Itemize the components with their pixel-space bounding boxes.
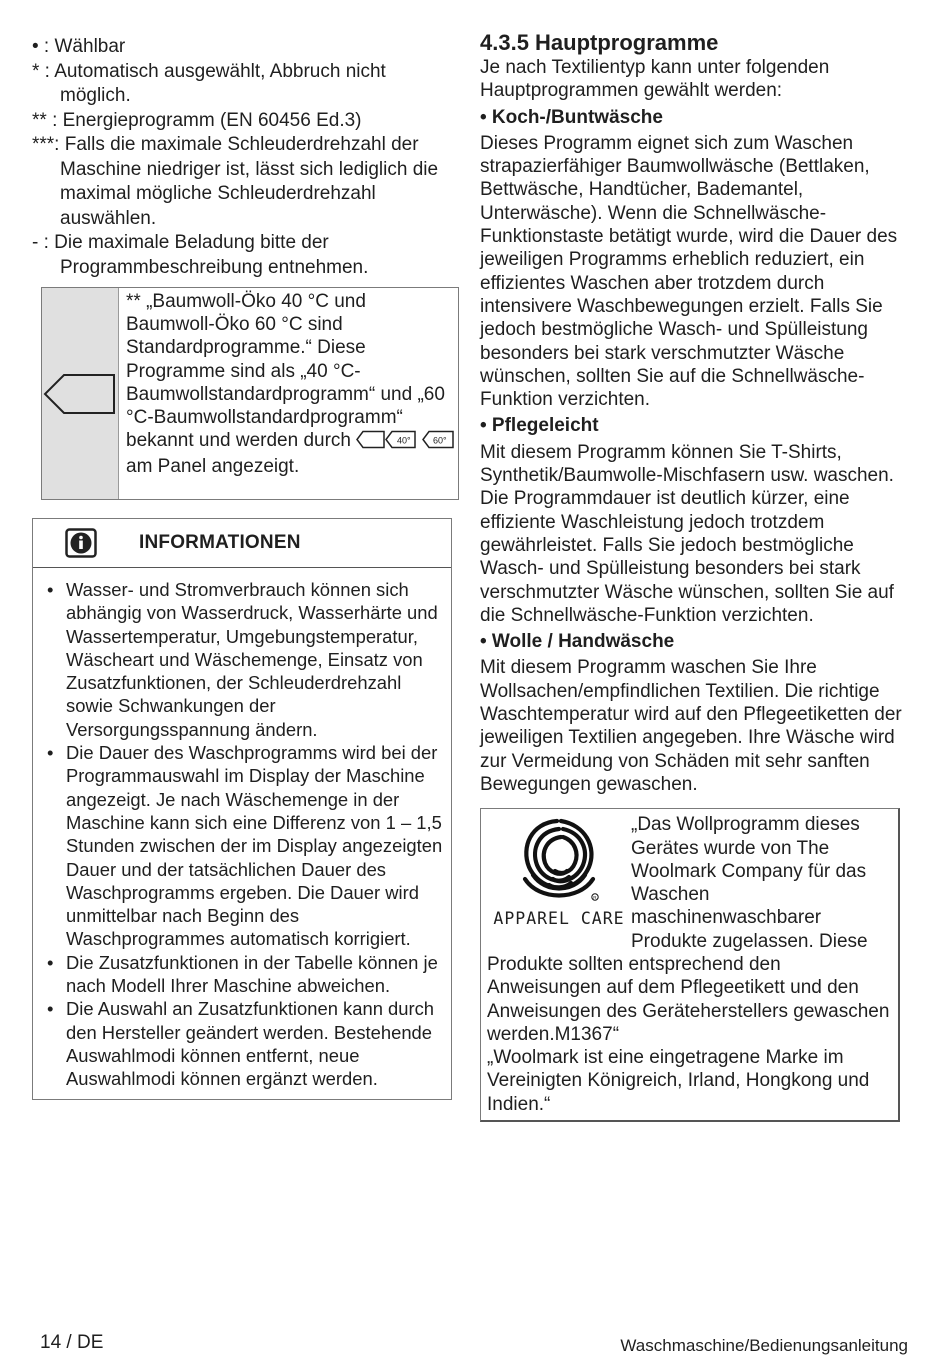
woolmark-text-side: „Das Wollprogramm dieses Gerätes wurde von The Woolmark Company für das Waschen maschinenwaschbarer Produkte zugelassen. Diese (631, 814, 868, 952)
legend-item (32, 133, 456, 231)
legend-item (32, 60, 456, 109)
svg-text:R: R (593, 895, 597, 901)
legend-symbol: * : (32, 60, 55, 82)
information-list (33, 568, 451, 1099)
legend (32, 35, 456, 280)
cotton-60-icon (422, 430, 454, 455)
note-text (119, 288, 458, 499)
list-item: • Wasser- und Stromverbrauch können sich abhängig von Wasserdruck, Wasserhärte und Wassertemperatur, Umgebungstemperatur, Wäscheart und Wäschemenge, Einsatz von Zusatzfunktionen, der Schleuderdrehzahl sowie Schwankungen der Versorgungsspannung ändern. (45, 578, 443, 741)
page-number: 14 / DE (40, 1332, 104, 1353)
document-title: Waschmaschine/Bedienungsanleitung (620, 1336, 908, 1355)
woolmark-caption: APPAREL CARE (493, 909, 625, 929)
legend-text: Wählbar (54, 36, 126, 57)
legend-item (32, 109, 456, 134)
note-text-main: ** „Baumwoll-Öko 40 °C und Baumwoll-Öko 60 °C sind Standardprogramme.“ Diese Programme sind als „40 °C-Baumwollstandardprogramm“ und „60 °C-Baumwollstandardprogramm“ bekannt und werden durch (126, 291, 445, 452)
legend-text: Automatisch ausgewählt, Abbruch nicht möglich. (54, 60, 386, 106)
legend-symbol: ***: (32, 134, 65, 155)
info-icon (65, 528, 97, 558)
section-title: 4.3.5 Hauptprogramme (480, 30, 719, 55)
legend-item (32, 35, 456, 60)
legend-symbol: ** : (32, 109, 63, 131)
list-item: • Die Zusatzfunktionen in der Tabelle können je nach Modell Ihrer Maschine abweichen. (45, 951, 443, 998)
legend-text: Falls die maximale Schleuderdrehzahl der Maschine niedriger ist, lässt sich lediglich die maximal mögliche Schleuderdrehzahl auswählen. (60, 134, 439, 229)
icon-label-40: 40° (397, 435, 411, 446)
right-column (480, 30, 912, 1122)
program-heading: • Pflegeleicht (480, 415, 599, 437)
left-column (32, 35, 456, 1100)
program-heading: • Wolle / Handwäsche (480, 631, 675, 653)
woolmark-trademark-text: „Woolmark ist eine eingetragene Marke im Vereinigten Königreich, Irland, Hongkong und Indien.“ (487, 1047, 870, 1115)
legend-symbol: - : (32, 232, 55, 253)
legend-item (32, 231, 456, 280)
cotton-40-icon (356, 430, 416, 455)
program-text: Dieses Programm eignet sich zum Waschen strapazierfähiger Baumwollwäsche (Bettlaken, Bettwäsche, Handtücher, Bademantel, Unterwäsche). Wenn die Schnellwäsche-Funktionstaste betätigt wurde, wird die Dauer des jeweiligen Programms erheblich reduziert, ein effizientes Waschen aber trotzdem durch intensivere Waschbewegungen erzielt. Falls Sie jedoch bestmögliche Wasch- und Spülleistung besonders bei stark verschmutzter Wäsche wünschen, sollten Sie auf die Schnellwäsche-Funktion verzichten. (480, 132, 898, 411)
list-item: • Die Auswahl an Zusatzfunktionen kann durch den Hersteller geändert werden. Bestehende Auswahlmodi können entfernt, neue Auswahlmodi können ergänzt werden. (45, 997, 443, 1090)
woolmark-top (487, 813, 892, 953)
information-box (32, 518, 452, 1100)
woolmark-logo (487, 813, 631, 953)
section-intro: Je nach Textilientyp kann unter folgenden Hauptprogrammen gewählt werden: (480, 57, 830, 102)
information-title: INFORMATIONEN (139, 532, 301, 553)
tag-arrow-icon (42, 372, 118, 416)
program-text: Mit diesem Programm waschen Sie Ihre Wollsachen/empfindlichen Textilien. Die richtige Waschtemperatur wird auf den Pflegeetiketten der jeweiligen Textilien angegeben. Ihre Wäsche wird zur Vermeidung von Schäden mit sehr sanften Bewegungen gewaschen. (480, 657, 902, 795)
woolmark-text-continued: Produkte sollten entsprechend den Anweisungen auf dem Pflegeetikett und den Anweisungen des Geräteherstellers gewaschen werden.M1367“ (487, 953, 890, 1045)
icon-label-60: 60° (432, 435, 447, 446)
note-sidebar (42, 288, 119, 499)
legend-text: Energieprogramm (EN 60456 Ed.3) (62, 109, 362, 131)
woolmark-logo-icon (509, 813, 609, 905)
program-heading: • Koch-/Buntwäsche (480, 106, 663, 128)
legend-text: Die maximale Beladung bitte der Programmbeschreibung entnehmen. (54, 232, 369, 278)
note-text-end: am Panel angezeigt. (126, 456, 300, 478)
program-text: Mit diesem Programm können Sie T-Shirts, Synthetik/Baumwolle-Mischfasern usw. waschen. Die Programmdauer ist deutlich kürzer, eine effiziente Waschleistung jedoch trotzdem gewährleistet. Falls Sie jedoch bestmögliche Wasch- und Spülleistung besonders bei stark verschmutzter Wäsche wünschen, sollten Sie auf die Schnellwäsche-Funktion verzichten. (480, 441, 894, 626)
woolmark-box (480, 808, 900, 1122)
standard-program-note (41, 287, 459, 500)
information-header (33, 519, 451, 568)
list-item: • Die Dauer des Waschprogramms wird bei der Programmauswahl im Display der Maschine angezeigt. Je nach Wäschemenge in der Maschine kann sich eine Differenz von 1 – 1,5 Stunden zwischen der im Display angezeigten Dauer und der tatsächlichen Dauer des Waschprogramms ergeben. Die Dauer wird unmittelbar nach Beginn des Waschprogrammes automatisch korrigiert. (45, 741, 443, 951)
legend-symbol: • : (32, 36, 55, 57)
